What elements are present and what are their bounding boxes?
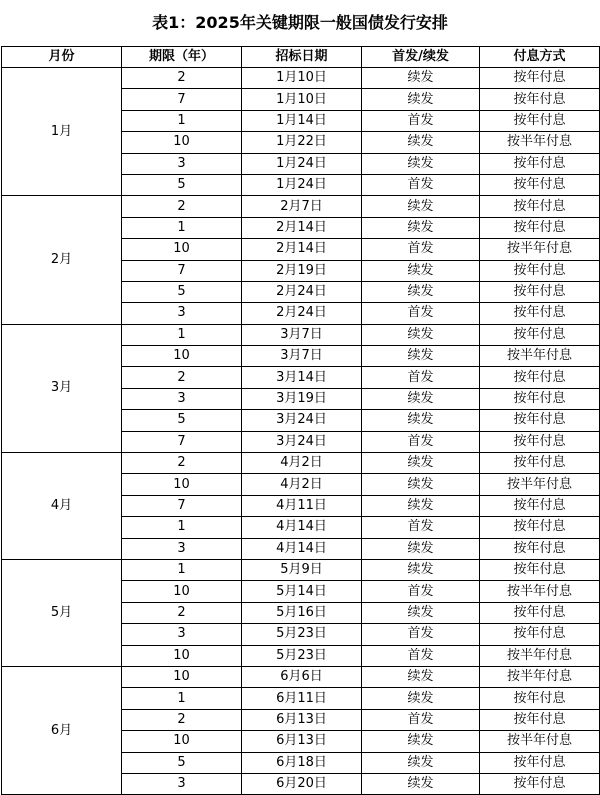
auction-date-cell: 6月11日 bbox=[242, 688, 362, 709]
interest-payment-cell: 按年付息 bbox=[480, 752, 600, 773]
term-cell: 10 bbox=[122, 581, 242, 602]
issue-type-cell: 续发 bbox=[362, 153, 480, 174]
issue-type-cell: 续发 bbox=[362, 752, 480, 773]
auction-date-cell: 3月7日 bbox=[242, 324, 362, 345]
term-cell: 7 bbox=[122, 431, 242, 452]
auction-date-cell: 4月2日 bbox=[242, 474, 362, 495]
issue-type-cell: 续发 bbox=[362, 773, 480, 794]
interest-payment-cell: 按年付息 bbox=[480, 153, 600, 174]
interest-payment-cell: 按年付息 bbox=[480, 431, 600, 452]
interest-payment-cell: 按年付息 bbox=[480, 773, 600, 794]
auction-date-cell: 5月23日 bbox=[242, 645, 362, 666]
auction-date-cell: 2月14日 bbox=[242, 239, 362, 260]
auction-date-cell: 2月7日 bbox=[242, 196, 362, 217]
auction-date-cell: 6月6日 bbox=[242, 666, 362, 687]
interest-payment-cell: 按年付息 bbox=[480, 367, 600, 388]
term-cell: 10 bbox=[122, 731, 242, 752]
interest-payment-cell: 按年付息 bbox=[480, 110, 600, 131]
auction-date-cell: 1月22日 bbox=[242, 132, 362, 153]
issue-type-cell: 续发 bbox=[362, 731, 480, 752]
issue-type-cell: 续发 bbox=[362, 688, 480, 709]
month-cell: 2月 bbox=[2, 196, 122, 324]
term-cell: 10 bbox=[122, 645, 242, 666]
term-cell: 3 bbox=[122, 624, 242, 645]
issue-type-cell: 首发 bbox=[362, 517, 480, 538]
issue-type-cell: 续发 bbox=[362, 68, 480, 89]
month-cell: 3月 bbox=[2, 324, 122, 452]
interest-payment-cell: 按年付息 bbox=[480, 89, 600, 110]
issue-type-cell: 首发 bbox=[362, 431, 480, 452]
interest-payment-cell: 按年付息 bbox=[480, 602, 600, 623]
auction-date-cell: 1月10日 bbox=[242, 68, 362, 89]
issue-type-cell: 续发 bbox=[362, 346, 480, 367]
term-cell: 10 bbox=[122, 132, 242, 153]
issue-type-cell: 续发 bbox=[362, 453, 480, 474]
issue-type-cell: 首发 bbox=[362, 367, 480, 388]
issue-type-cell: 续发 bbox=[362, 666, 480, 687]
auction-date-cell: 5月9日 bbox=[242, 559, 362, 580]
auction-date-cell: 6月13日 bbox=[242, 709, 362, 730]
term-cell: 10 bbox=[122, 474, 242, 495]
term-cell: 10 bbox=[122, 346, 242, 367]
interest-payment-cell: 按年付息 bbox=[480, 495, 600, 516]
auction-date-cell: 1月24日 bbox=[242, 174, 362, 195]
term-cell: 5 bbox=[122, 752, 242, 773]
issue-type-cell: 续发 bbox=[362, 602, 480, 623]
term-cell: 2 bbox=[122, 68, 242, 89]
auction-date-cell: 6月20日 bbox=[242, 773, 362, 794]
auction-date-cell: 4月14日 bbox=[242, 538, 362, 559]
interest-payment-cell: 按年付息 bbox=[480, 410, 600, 431]
interest-payment-cell: 按半年付息 bbox=[480, 132, 600, 153]
header-month: 月份 bbox=[2, 47, 122, 68]
issue-type-cell: 首发 bbox=[362, 709, 480, 730]
term-cell: 7 bbox=[122, 260, 242, 281]
auction-date-cell: 5月23日 bbox=[242, 624, 362, 645]
table-body bbox=[2, 68, 600, 795]
term-cell: 5 bbox=[122, 174, 242, 195]
interest-payment-cell: 按年付息 bbox=[480, 217, 600, 238]
header-auction-date: 招标日期 bbox=[242, 47, 362, 68]
term-cell: 7 bbox=[122, 495, 242, 516]
term-cell: 2 bbox=[122, 709, 242, 730]
term-cell: 5 bbox=[122, 281, 242, 302]
term-cell: 10 bbox=[122, 239, 242, 260]
issue-type-cell: 续发 bbox=[362, 324, 480, 345]
auction-date-cell: 6月18日 bbox=[242, 752, 362, 773]
table-row bbox=[2, 324, 600, 345]
term-cell: 1 bbox=[122, 324, 242, 345]
auction-date-cell: 6月13日 bbox=[242, 731, 362, 752]
interest-payment-cell: 按年付息 bbox=[480, 260, 600, 281]
auction-date-cell: 5月16日 bbox=[242, 602, 362, 623]
interest-payment-cell: 按半年付息 bbox=[480, 645, 600, 666]
auction-date-cell: 4月11日 bbox=[242, 495, 362, 516]
issue-type-cell: 首发 bbox=[362, 239, 480, 260]
term-cell: 3 bbox=[122, 153, 242, 174]
auction-date-cell: 1月10日 bbox=[242, 89, 362, 110]
auction-date-cell: 3月24日 bbox=[242, 410, 362, 431]
term-cell: 1 bbox=[122, 110, 242, 131]
interest-payment-cell: 按年付息 bbox=[480, 303, 600, 324]
issue-type-cell: 续发 bbox=[362, 217, 480, 238]
auction-date-cell: 2月24日 bbox=[242, 303, 362, 324]
table-row bbox=[2, 666, 600, 687]
term-cell: 10 bbox=[122, 666, 242, 687]
auction-date-cell: 3月14日 bbox=[242, 367, 362, 388]
interest-payment-cell: 按年付息 bbox=[480, 538, 600, 559]
month-cell: 6月 bbox=[2, 666, 122, 794]
interest-payment-cell: 按年付息 bbox=[480, 559, 600, 580]
issue-type-cell: 续发 bbox=[362, 388, 480, 409]
term-cell: 2 bbox=[122, 453, 242, 474]
interest-payment-cell: 按年付息 bbox=[480, 174, 600, 195]
issue-type-cell: 续发 bbox=[362, 89, 480, 110]
term-cell: 1 bbox=[122, 517, 242, 538]
month-cell: 5月 bbox=[2, 559, 122, 666]
term-cell: 2 bbox=[122, 196, 242, 217]
month-cell: 1月 bbox=[2, 68, 122, 196]
issue-type-cell: 续发 bbox=[362, 474, 480, 495]
interest-payment-cell: 按年付息 bbox=[480, 388, 600, 409]
issue-type-cell: 首发 bbox=[362, 624, 480, 645]
interest-payment-cell: 按年付息 bbox=[480, 196, 600, 217]
issue-type-cell: 续发 bbox=[362, 281, 480, 302]
interest-payment-cell: 按半年付息 bbox=[480, 346, 600, 367]
term-cell: 3 bbox=[122, 388, 242, 409]
interest-payment-cell: 按年付息 bbox=[480, 68, 600, 89]
month-cell: 4月 bbox=[2, 453, 122, 560]
interest-payment-cell: 按年付息 bbox=[480, 281, 600, 302]
term-cell: 5 bbox=[122, 410, 242, 431]
issue-type-cell: 续发 bbox=[362, 132, 480, 153]
interest-payment-cell: 按年付息 bbox=[480, 517, 600, 538]
header-row bbox=[2, 47, 600, 68]
term-cell: 3 bbox=[122, 303, 242, 324]
table-row bbox=[2, 196, 600, 217]
interest-payment-cell: 按半年付息 bbox=[480, 239, 600, 260]
auction-date-cell: 3月19日 bbox=[242, 388, 362, 409]
header-issue-type: 首发/续发 bbox=[362, 47, 480, 68]
term-cell: 1 bbox=[122, 559, 242, 580]
auction-date-cell: 1月24日 bbox=[242, 153, 362, 174]
interest-payment-cell: 按年付息 bbox=[480, 453, 600, 474]
interest-payment-cell: 按年付息 bbox=[480, 688, 600, 709]
issue-type-cell: 续发 bbox=[362, 559, 480, 580]
term-cell: 2 bbox=[122, 367, 242, 388]
issue-type-cell: 续发 bbox=[362, 538, 480, 559]
auction-date-cell: 3月7日 bbox=[242, 346, 362, 367]
interest-payment-cell: 按半年付息 bbox=[480, 474, 600, 495]
interest-payment-cell: 按半年付息 bbox=[480, 731, 600, 752]
table-row bbox=[2, 559, 600, 580]
issue-type-cell: 续发 bbox=[362, 260, 480, 281]
table-row bbox=[2, 453, 600, 474]
auction-date-cell: 2月24日 bbox=[242, 281, 362, 302]
auction-date-cell: 2月19日 bbox=[242, 260, 362, 281]
issue-type-cell: 首发 bbox=[362, 645, 480, 666]
table-title: 表1：2025年关键期限一般国债发行安排 bbox=[152, 13, 448, 32]
term-cell: 1 bbox=[122, 688, 242, 709]
bond-schedule-table bbox=[1, 46, 600, 795]
auction-date-cell: 3月24日 bbox=[242, 431, 362, 452]
auction-date-cell: 5月14日 bbox=[242, 581, 362, 602]
term-cell: 3 bbox=[122, 773, 242, 794]
issue-type-cell: 首发 bbox=[362, 581, 480, 602]
term-cell: 3 bbox=[122, 538, 242, 559]
header-term: 期限（年） bbox=[122, 47, 242, 68]
table-row bbox=[2, 68, 600, 89]
auction-date-cell: 4月14日 bbox=[242, 517, 362, 538]
interest-payment-cell: 按半年付息 bbox=[480, 666, 600, 687]
issue-type-cell: 续发 bbox=[362, 410, 480, 431]
issue-type-cell: 续发 bbox=[362, 196, 480, 217]
issue-type-cell: 续发 bbox=[362, 495, 480, 516]
issue-type-cell: 首发 bbox=[362, 174, 480, 195]
auction-date-cell: 2月14日 bbox=[242, 217, 362, 238]
interest-payment-cell: 按年付息 bbox=[480, 324, 600, 345]
issue-type-cell: 首发 bbox=[362, 110, 480, 131]
interest-payment-cell: 按年付息 bbox=[480, 709, 600, 730]
issue-type-cell: 首发 bbox=[362, 303, 480, 324]
interest-payment-cell: 按年付息 bbox=[480, 624, 600, 645]
interest-payment-cell: 按半年付息 bbox=[480, 581, 600, 602]
header-interest-payment: 付息方式 bbox=[480, 47, 600, 68]
term-cell: 2 bbox=[122, 602, 242, 623]
term-cell: 1 bbox=[122, 217, 242, 238]
auction-date-cell: 1月14日 bbox=[242, 110, 362, 131]
term-cell: 7 bbox=[122, 89, 242, 110]
auction-date-cell: 4月2日 bbox=[242, 453, 362, 474]
